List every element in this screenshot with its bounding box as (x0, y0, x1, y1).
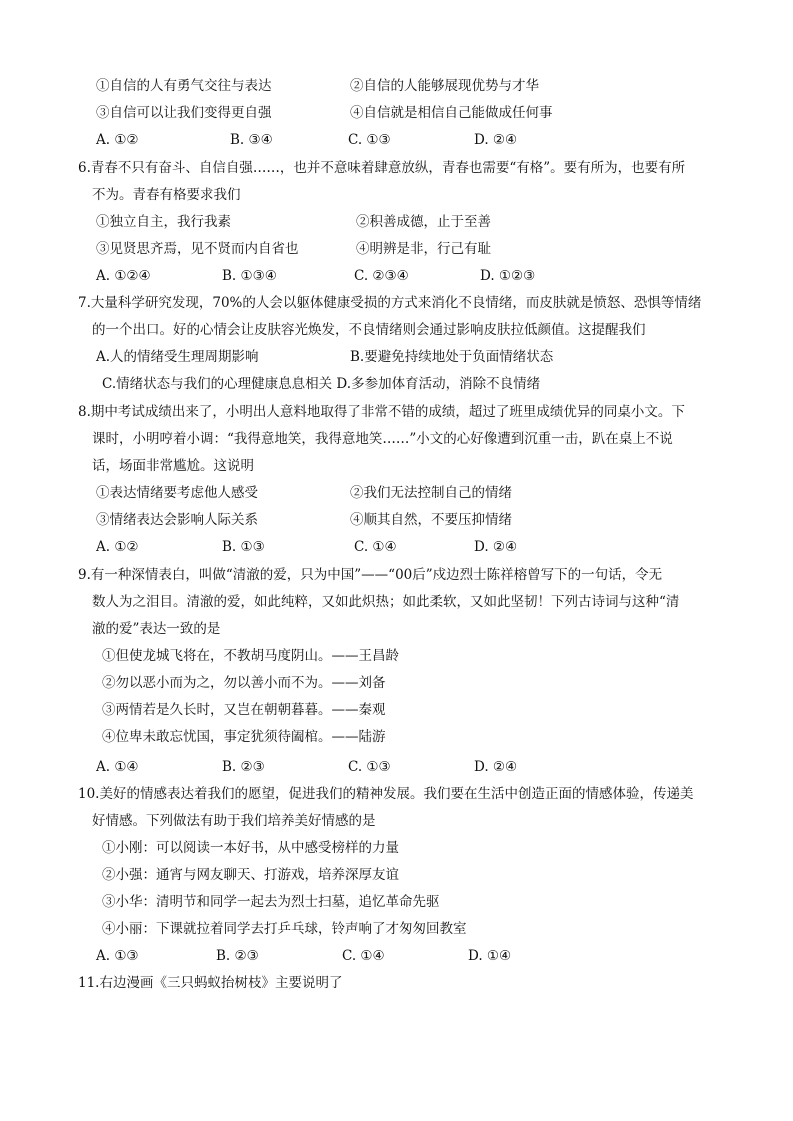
q7-stem-line-1: 7.大量科学研究发现，70%的人会以躯体健康受损的方式来消化不良情绪，而皮肤就是愤怒、恐惧等情绪 (78, 295, 702, 311)
q9-choice-b: B. ②③ (222, 759, 265, 775)
q8-option-4: ④顺其自然，不要压抑情绪 (350, 512, 512, 528)
q9-choice-d: D. ②④ (474, 759, 518, 775)
q10-option-3: ③小华：清明节和同学一起去为烈士扫墓，追忆革命先驱 (102, 894, 440, 910)
q6-option-1: ①独立自主，我行我素 (96, 214, 231, 230)
q9-stem-line-2: 数人为之泪目。清澈的爱，如此纯粹，又如此炽热；如此柔软，又如此坚韧！下列古诗词与这种“清 (92, 594, 680, 610)
q9-stem-line-3: 澈的爱”表达一致的是 (92, 621, 221, 637)
q9-option-2: ②勿以恶小而为之，勿以善小而不为。——刘备 (102, 675, 386, 691)
q8-choice-d: D. ②④ (474, 539, 518, 555)
q7-option-a: A.人的情绪受生理周期影响 (96, 349, 259, 365)
q6-stem-line-2: 不为。青春有格要求我们 (92, 187, 241, 203)
q10-stem-line-1: 10.美好的情感表达着我们的愿望，促进我们的精神发展。我们要在生活中创造正面的情感体验，传递美 (78, 786, 694, 802)
q6-choice-b: B. ①③④ (222, 268, 277, 284)
q9-option-3: ③两情若是久长时，又岂在朝朝暮暮。——秦观 (102, 702, 386, 718)
q5-choice-d: D. ②④ (474, 132, 518, 148)
q8-option-3: ③情绪表达会影响人际关系 (96, 512, 258, 528)
q10-choice-a: A. ①③ (96, 948, 139, 964)
q9-choice-a: A. ①④ (96, 759, 139, 775)
q5-choice-c: C. ①③ (348, 132, 391, 148)
q7-option-b: B.要避免持续地处于负面情绪状态 (350, 349, 554, 365)
q5-option-1: ①自信的人有勇气交往与表达 (96, 78, 272, 94)
q8-stem-line-2: 课时，小明哼着小调：“我得意地笑，我得意地笑……”小文的心好像遭到沉重一击，趴在桌上不说 (92, 431, 673, 447)
q5-option-2: ②自信的人能够展现优势与才华 (350, 78, 539, 94)
q6-option-3: ③见贤思齐焉，见不贤而内自省也 (96, 241, 299, 257)
q5-choice-a: A. ①② (96, 132, 139, 148)
q9-option-1: ①但使龙城飞将在，不教胡马度阴山。——王昌龄 (102, 648, 399, 664)
q5-option-4: ④自信就是相信自己能做成任何事 (350, 105, 553, 121)
q10-stem-line-2: 好情感。下列做法有助于我们培养美好情感的是 (92, 813, 376, 829)
q8-choice-c: C. ①④ (354, 539, 397, 555)
q10-option-2: ②小强：通宵与网友聊天、打游戏，培养深厚友谊 (102, 867, 399, 883)
q10-option-4: ④小丽：下课就拉着同学去打乒乓球，铃声响了才匆匆回教室 (102, 921, 467, 937)
q8-option-1: ①表达情绪要考虑他人感受 (96, 485, 258, 501)
q7-option-cd: C.情绪状态与我们的心理健康息息相关 D.多参加体育活动，消除不良情绪 (102, 376, 541, 392)
q8-choice-a: A. ①② (96, 539, 139, 555)
q10-choice-c: C. ①④ (342, 948, 385, 964)
q10-choice-d: D. ①④ (468, 948, 512, 964)
q8-choice-b: B. ①③ (222, 539, 265, 555)
q11-stem-line-1: 11.右边漫画《三只蚂蚁抬树枝》主要说明了 (78, 975, 343, 991)
q9-choice-c: C. ①③ (348, 759, 391, 775)
q10-choice-b: B. ②③ (216, 948, 259, 964)
q6-choice-d: D. ①②③ (480, 268, 536, 284)
q10-option-1: ①小刚：可以阅读一本好书，从中感受榜样的力量 (102, 840, 399, 856)
q9-option-4: ④位卑未敢忘忧国，事定犹须待阖棺。——陆游 (102, 729, 386, 745)
q6-option-4: ④明辨是非，行己有耻 (356, 241, 491, 257)
q8-option-2: ②我们无法控制自己的情绪 (350, 485, 512, 501)
q8-stem-line-1: 8.期中考试成绩出来了，小明出人意料地取得了非常不错的成绩，超过了班里成绩优异的同桌小文。下 (78, 404, 685, 420)
q7-stem-line-2: 的一个出口。好的心情会让皮肤容光焕发，不良情绪则会通过影响皮肤拉低颜值。这提醒我们 (92, 322, 646, 338)
q5-option-3: ③自信可以让我们变得更自强 (96, 105, 272, 121)
q8-stem-line-3: 话，场面非常尴尬。这说明 (92, 458, 254, 474)
q5-choice-b: B. ③④ (230, 132, 273, 148)
q6-stem-line-1: 6.青春不只有奋斗、自信自强……，也并不意味着肆意放纵，青春也需要“有格”。要有所为，也要有所 (78, 160, 686, 176)
q6-choice-a: A. ①②④ (96, 268, 151, 284)
q9-stem-line-1: 9.有一种深情表白，叫做“清澈的爱，只为中国”——“00后”戍边烈士陈祥榕曾写下的一句话，令无 (78, 567, 663, 583)
q6-option-2: ②积善成德，止于至善 (356, 214, 491, 230)
q6-choice-c: C. ②③④ (354, 268, 409, 284)
